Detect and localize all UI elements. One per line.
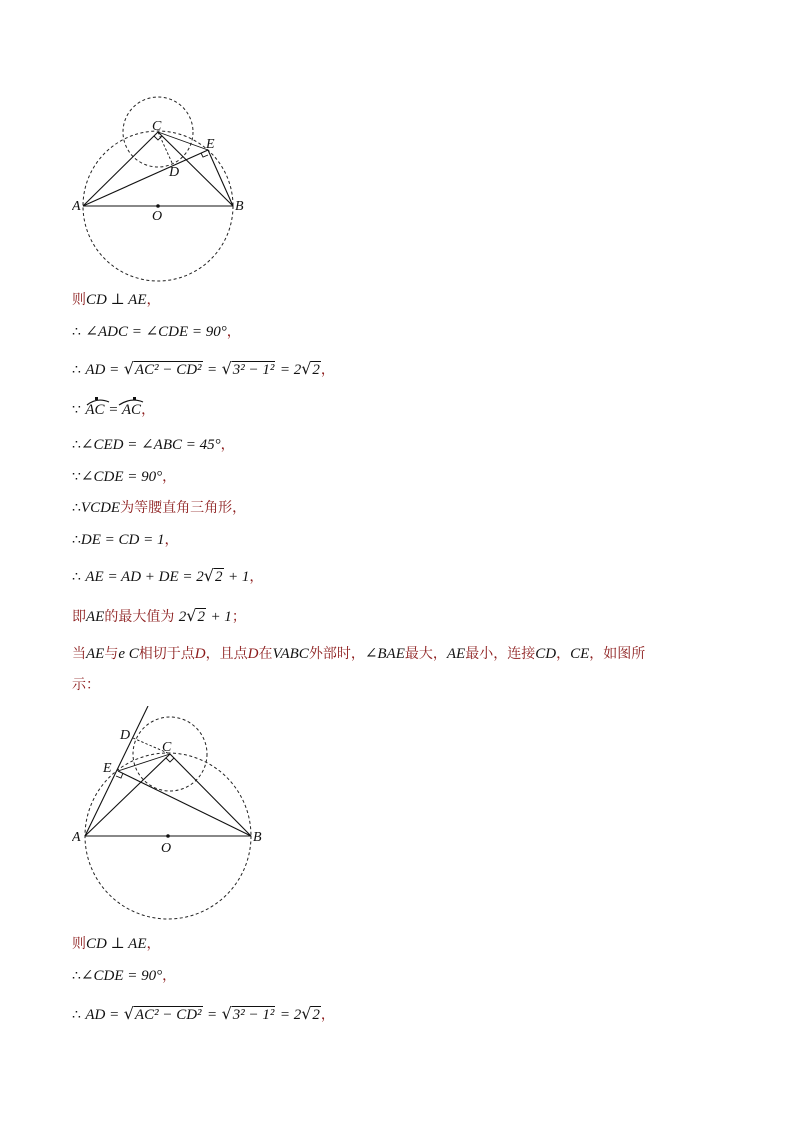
line-9-rhs: + 1: [227, 569, 250, 585]
line-10: 即AE的最大值为 2√2 + 1；: [72, 606, 246, 625]
line-8-suffix: ，: [164, 532, 179, 548]
line-15-eq: =: [206, 1007, 218, 1023]
label-e: E: [103, 761, 112, 776]
line-15-radical-3: 2: [312, 1007, 320, 1023]
figure-2: [72, 706, 272, 924]
line-2-math: ∠ADC = ∠CDE = 90°: [85, 324, 227, 340]
line-15-prefix: ∴: [72, 1007, 81, 1023]
line-15-radical-1: AC² − CD²: [134, 1007, 202, 1023]
line-14-math: ∠CDE = 90°: [80, 968, 163, 984]
line-10-math-ae: AE: [86, 609, 105, 625]
line-9-suffix: ，: [249, 569, 264, 585]
line-8-prefix: ∴: [72, 532, 81, 548]
right-angle-e: [201, 153, 208, 157]
line-10-rhs: + 1: [210, 609, 232, 625]
line-7-prefix: ∴: [72, 500, 81, 516]
right-angle-c: [166, 758, 174, 762]
line-8-math: DE = CD = 1: [80, 532, 165, 548]
line-10-prefix: 即: [72, 609, 86, 625]
line-5-prefix: ∴: [72, 437, 81, 453]
segment-ac: [83, 132, 158, 206]
label-c: C: [162, 740, 172, 755]
line-13: [72, 932, 161, 956]
line-10-mid: 的最大值为: [104, 609, 175, 625]
line-2-prefix: ∴: [72, 324, 81, 340]
label-a: A: [72, 830, 81, 845]
line-14-prefix: ∴: [72, 968, 81, 984]
line-8: [72, 528, 179, 552]
line-3-lhs: AD =: [85, 362, 120, 378]
line-4-suffix: ，: [141, 402, 156, 418]
line-4-prefix: ∵: [72, 402, 81, 418]
line-14: [72, 964, 176, 988]
segment-ae: [83, 150, 208, 206]
arc-notation: [85, 398, 141, 422]
line-15-suffix: ，: [320, 1007, 335, 1023]
line-5-suffix: ，: [220, 437, 235, 453]
line-15-rhs: = 2: [279, 1007, 302, 1023]
label-b: B: [253, 830, 262, 845]
line-6-prefix: ∵: [72, 469, 81, 485]
line-3-radical-3: 2: [312, 362, 320, 378]
label-d: D: [120, 728, 131, 743]
line-3-rhs: = 2: [279, 362, 302, 378]
line-10-radical: 2: [197, 609, 205, 625]
segment-cb: [170, 754, 251, 836]
arc-marks-icon: [85, 396, 147, 406]
line-4-math: AC = AC: [85, 402, 142, 418]
line-5-math: ∠CED = ∠ABC = 45°: [80, 437, 221, 453]
line-6-math: ∠CDE = 90°: [80, 469, 163, 485]
right-angle-e: [116, 773, 123, 778]
line-1-math: CD ⊥ AE: [86, 292, 147, 308]
line-9-radical: 2: [215, 569, 223, 585]
line-12: [72, 673, 100, 697]
line-12-text: 示：: [72, 677, 100, 693]
line-2: [72, 320, 241, 344]
point-o: [156, 204, 160, 208]
label-c: C: [152, 119, 162, 134]
label-a: A: [72, 199, 81, 214]
label-o: O: [161, 841, 172, 856]
segment-eb: [208, 150, 233, 206]
label-b: B: [235, 199, 244, 214]
line-6: [72, 465, 176, 489]
line-4: [72, 398, 155, 422]
figure-1: [72, 92, 262, 288]
line-10-lhs: 2: [178, 609, 187, 625]
label-d: D: [169, 165, 180, 180]
line-9-prefix: ∴: [72, 569, 81, 585]
line-7-suffix: 为等腰直角三角形，: [120, 500, 247, 516]
line-6-suffix: ，: [162, 469, 177, 485]
tangent-line-ad: [85, 706, 148, 836]
point-o: [166, 834, 170, 838]
segment-ce: [158, 132, 208, 150]
line-9: ∴ AE = AD + DE = 2√2 + 1，: [72, 566, 264, 585]
line-11: 当AE与e C相切于点D，且点D在VABC外部时，∠BAE最大，AE最小，连接CD，CE，如图所: [72, 646, 646, 662]
line-3-eq: =: [206, 362, 218, 378]
line-5: [72, 433, 235, 457]
line-13-prefix: 则: [72, 936, 86, 952]
segment-ac: [85, 754, 170, 836]
line-3-prefix: ∴: [72, 362, 81, 378]
segment-eb: [118, 771, 251, 836]
segment-ce: [118, 754, 170, 771]
line-10-suffix: ；: [231, 609, 246, 625]
line-14-suffix: ，: [162, 968, 177, 984]
line-15-lhs: AD =: [85, 1007, 120, 1023]
line-13-suffix: ，: [146, 936, 161, 952]
line-15-radical-2: 3² − 1²: [232, 1007, 275, 1023]
figure-2-diagram: [72, 706, 272, 924]
figure-1-diagram: [72, 92, 262, 288]
line-2-suffix: ，: [226, 324, 241, 340]
line-9-lhs: AE = AD + DE = 2: [85, 569, 204, 585]
line-1: [72, 288, 161, 312]
line-3-radical-2: 3² − 1²: [232, 362, 275, 378]
label-o: O: [152, 209, 163, 224]
line-7-math: VCDE: [80, 500, 121, 516]
line-3: ∴ AD = √AC² − CD² = √3² − 1² = 2√2，: [72, 359, 335, 378]
line-3-suffix: ，: [320, 362, 335, 378]
line-7: [72, 496, 246, 520]
line-3-radical-1: AC² − CD²: [134, 362, 202, 378]
line-15: ∴ AD = √AC² − CD² = √3² − 1² = 2√2，: [72, 1004, 335, 1023]
line-13-math: CD ⊥ AE: [86, 936, 147, 952]
label-e: E: [206, 137, 215, 152]
line-1-prefix: 则: [72, 292, 86, 308]
line-1-suffix: ，: [146, 292, 161, 308]
